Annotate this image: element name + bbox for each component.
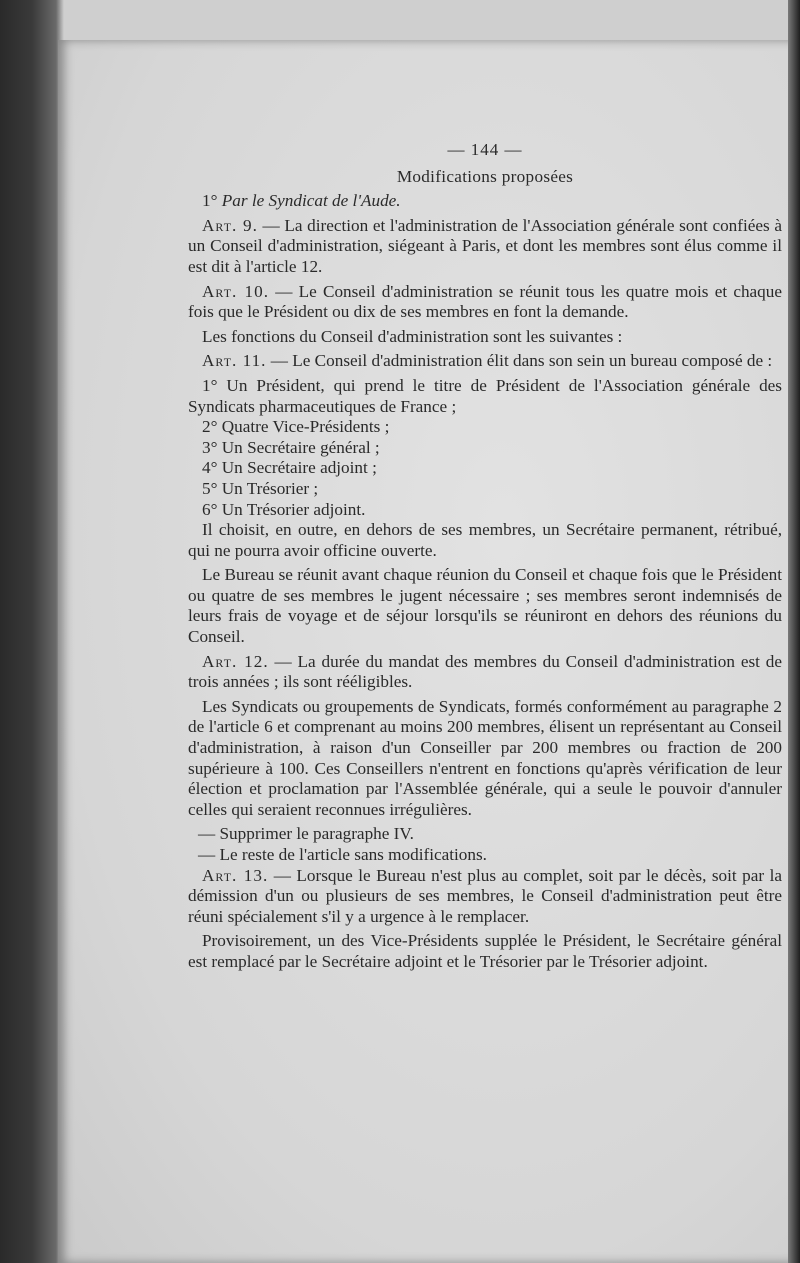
article-9-text: — La direction et l'administration de l'Association générale sont confiées à un Conseil d'administration, siégeant à Paris, et dont les membres sont élus comme il est dit à l'article 12.	[188, 215, 782, 276]
page-text	[188, 140, 782, 977]
list-item: 6° Un Trésorier adjoint.	[202, 499, 366, 519]
subheading-prefix: 1°	[202, 191, 222, 211]
article-13-label: Art. 13.	[202, 865, 269, 885]
provisoirement-paragraph: Provisoirement, un des Vice-Présidents supplée le Président, le Secrétaire général est remplacé par le Secrétaire adjoint et le Trésorier par le Trésorier adjoint.	[188, 931, 782, 971]
choisit-paragraph: Il choisit, en outre, en dehors de ses membres, un Secrétaire permanent, rétribué, qui ne pourra avoir officine ouverte.	[188, 520, 782, 560]
section-heading: Modifications proposées	[396, 166, 574, 186]
list-item: 4° Un Secrétaire adjoint ;	[202, 458, 377, 478]
article-12	[188, 652, 782, 693]
list-item: 1° Un Président, qui prend le titre de Président de l'Association générale des Syndicats pharmaceutiques de France ;	[188, 375, 782, 416]
article-9	[188, 216, 782, 278]
supprimer-line: — Supprimer le paragraphe IV.	[198, 824, 414, 844]
article-10	[188, 282, 782, 323]
subheading-text: Par le Syndicat de l'Aude.	[221, 191, 401, 211]
page-edge	[788, 0, 800, 1263]
bureau-list	[188, 376, 782, 520]
subheading	[188, 191, 782, 212]
page-number: — 144 —	[447, 140, 523, 159]
article-12-text: — La durée du mandat des membres du Conseil d'administration est de trois années ; ils sont rééligibles.	[188, 651, 782, 692]
fonctions-paragraph: Les fonctions du Conseil d'administration sont les suivantes :	[202, 326, 623, 346]
article-10-text: — Le Conseil d'administration se réunit tous les quatre mois et chaque fois que le Président ou dix de ses membres en font la demande.	[188, 281, 782, 322]
syndicats-paragraph: Les Syndicats ou groupements de Syndicats, formés conformément au paragraphe 2 de l'article 6 et comprenant au moins 200 membres, élisent un représentant au Conseil d'administration, à raison d'un Conseiller par 200 membres ou fraction de 200 supérieure à 100. Ces Conseillers n'entrent en fonctions qu'après vérification de leur élection et proclamation par l'Assemblée générale, qui a seule le pouvoir d'annuler celles qui seraient reconnues irrégulières.	[188, 696, 782, 819]
list-item: 5° Un Trésorier ;	[202, 478, 319, 498]
reste-line: — Le reste de l'article sans modifications.	[198, 845, 487, 864]
article-11-text: — Le Conseil d'administration élit dans son sein un bureau composé de :	[266, 351, 773, 371]
list-item: 3° Un Secrétaire général ;	[202, 437, 380, 457]
article-11	[188, 351, 782, 372]
article-11-label: Art. 11.	[202, 351, 267, 371]
article-10-label: Art. 10.	[202, 281, 270, 301]
article-13	[188, 866, 782, 928]
article-9-label: Art. 9.	[202, 215, 258, 235]
bureau-paragraph: Le Bureau se réunit avant chaque réunion du Conseil et chaque fois que le Président ou quatre de ses membres le jugent nécessaire ; ses membres seront indemnisés de leurs frais de voyage et de séjour lorsqu'ils se réuniront en dehors des réunions du Conseil.	[188, 565, 782, 647]
list-item: 2° Quatre Vice-Présidents ;	[202, 417, 390, 437]
article-12-label: Art. 12.	[202, 651, 269, 671]
article-13-text: — Lorsque le Bureau n'est plus au complet, soit par le décès, soit par la démission d'un ou plusieurs de ses membres, le Conseil d'administration peut être réuni spécialement s'il y a urgence à le remplacer.	[188, 865, 782, 926]
